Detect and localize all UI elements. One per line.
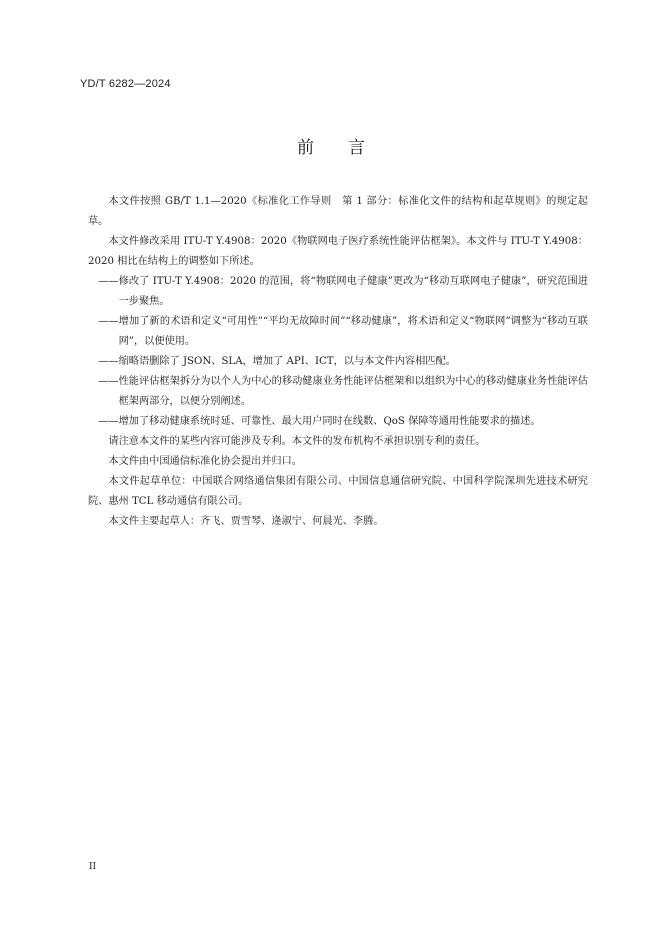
paragraph-proposer: 本文件由中国通信标准化协会提出并归口。 — [108, 456, 302, 467]
page-number: II — [89, 862, 97, 872]
paragraph-adoption: 本文件修改采用 ITU-T Y.4908：2020《物联网电子医疗系统性能评估框架》。本文件与 ITU-T Y.4908：2020 相比在结构上的调整如下所述。 — [88, 236, 588, 267]
change-item-terms: ——增加了新的术语和定义“可用性”“平均无故障时间”“移动健康”，将术语和定义“物联网”调整为“移动互联网”，以便使用。 — [98, 316, 588, 347]
foreword-body — [88, 192, 588, 532]
paragraph-drafting-basis: 本文件按照 GB/T 1.1—2020《标准化工作导则 第 1 部分：标准化文件的结构和起草规则》的规定起草。 — [88, 196, 588, 227]
paragraph-drafters: 本文件主要起草人：齐飞、贾雪琴、逄淑宁、何晨光、李腾。 — [108, 516, 384, 527]
paragraph-drafting-units: 本文件起草单位：中国联合网络通信集团有限公司、中国信息通信研究院、中国科学院深圳先进技术研究院、惠州 TCL 移动通信有限公司。 — [88, 476, 588, 507]
change-item-abbreviations: ——缩略语删除了 JSON、SLA，增加了 API、ICT，以与本文件内容相匹配。 — [98, 356, 456, 367]
change-item-requirements: ——增加了移动健康系统时延、可靠性、最大用户同时在线数、QoS 保障等通用性能要求的描述。 — [98, 416, 541, 427]
document-code: YD/T 6282—2024 — [80, 78, 171, 90]
paragraph-patent-notice: 请注意本文件的某些内容可能涉及专利。本文件的发布机构不承担识别专利的责任。 — [108, 436, 486, 447]
change-item-framework: ——性能评估框架拆分为以个人为中心的移动健康业务性能评估框架和以组织为中心的移动健康业务性能评估框架两部分，以便分别阐述。 — [98, 376, 588, 407]
page-title: 前言 — [297, 138, 399, 158]
change-item-scope: ——修改了 ITU-T Y.4908：2020 的范围，将“物联网电子健康”更改为“移动互联网电子健康”，研究范围进一步聚焦。 — [98, 276, 588, 307]
